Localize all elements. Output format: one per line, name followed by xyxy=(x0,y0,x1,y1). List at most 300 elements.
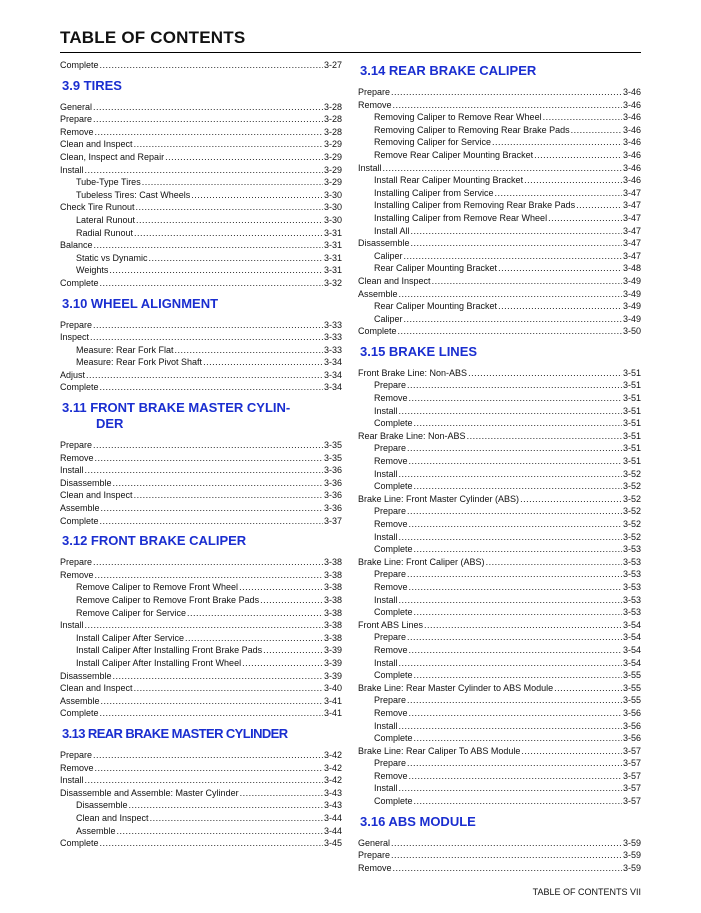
toc-entry-page: 3-31 xyxy=(323,227,342,238)
toc-entry-page: 3-52 xyxy=(622,468,641,479)
toc-entry-label: Prepare xyxy=(374,506,407,517)
toc-entry[interactable] xyxy=(358,392,641,405)
toc-entry-page: 3-38 xyxy=(323,582,342,593)
toc-entry[interactable] xyxy=(358,199,641,212)
toc-entry[interactable] xyxy=(60,113,342,126)
toc-entry-label: Complete xyxy=(374,796,413,807)
toc-entry-label: Prepare xyxy=(358,87,391,97)
toc-entry-label: Clean and Inspect xyxy=(60,683,133,694)
toc-entry-label: Brake Line: Rear Master Cylinder to ABS Module xyxy=(358,682,554,693)
dot-leader xyxy=(407,505,622,518)
toc-entry-label: Remove xyxy=(374,644,408,655)
dot-leader xyxy=(398,325,622,338)
dot-leader xyxy=(409,392,622,405)
dot-leader xyxy=(100,707,323,720)
dot-leader xyxy=(571,124,622,137)
section-heading: 3.9 TIRES xyxy=(62,77,122,93)
dot-leader xyxy=(100,381,323,394)
toc-entry-label: Install xyxy=(374,405,398,416)
toc-entry-label: Brake Line: Front Caliper (ABS) xyxy=(358,556,485,567)
toc-entry[interactable] xyxy=(60,774,342,787)
toc-entry[interactable] xyxy=(358,124,641,137)
toc-entry-page: 3-51 xyxy=(622,380,641,391)
dot-leader xyxy=(391,837,622,850)
toc-entry[interactable] xyxy=(358,732,641,745)
toc-entry[interactable] xyxy=(358,250,641,263)
toc-entry[interactable] xyxy=(358,657,641,670)
toc-entry[interactable] xyxy=(60,799,342,812)
toc-entry[interactable] xyxy=(358,837,641,850)
toc-entry[interactable] xyxy=(358,212,641,225)
toc-entry[interactable] xyxy=(60,707,342,720)
toc-entry-label: Complete xyxy=(374,607,413,618)
toc-entry[interactable] xyxy=(60,356,342,369)
dot-leader xyxy=(95,452,323,465)
toc-entry[interactable] xyxy=(60,825,342,838)
toc-entry-page: 3-31 xyxy=(323,240,342,251)
toc-entry-page: 3-47 xyxy=(622,212,641,223)
toc-entry-page: 3-46 xyxy=(622,124,641,135)
toc-entry-page: 3-51 xyxy=(622,443,641,454)
toc-entry-page: 3-51 xyxy=(622,405,641,416)
dot-leader xyxy=(467,430,622,443)
toc-entry-page: 3-44 xyxy=(323,825,342,836)
toc-entry[interactable] xyxy=(358,505,641,518)
toc-entry-label: Complete xyxy=(374,481,413,492)
toc-entry[interactable] xyxy=(60,344,342,357)
dot-leader xyxy=(113,477,323,490)
toc-entry[interactable] xyxy=(358,99,641,112)
dot-leader xyxy=(100,277,323,290)
toc-entry[interactable] xyxy=(358,682,641,695)
dot-leader xyxy=(524,174,622,187)
toc-entry-page: 3-55 xyxy=(622,695,641,706)
dot-leader xyxy=(411,237,622,250)
dot-leader xyxy=(150,812,323,825)
toc-entry[interactable] xyxy=(358,518,641,531)
toc-entry-page: 3-34 xyxy=(323,357,342,368)
toc-entry[interactable] xyxy=(358,720,641,733)
toc-entry[interactable] xyxy=(60,644,342,657)
toc-entry-label: Remove Caliper for Service xyxy=(76,607,187,618)
dot-leader xyxy=(495,187,622,200)
toc-entry[interactable] xyxy=(358,543,641,556)
dot-leader xyxy=(411,225,622,238)
toc-entry-page: 3-33 xyxy=(323,344,342,355)
toc-entry[interactable] xyxy=(60,214,342,227)
toc-entry-page: 3-52 xyxy=(622,506,641,517)
toc-entry[interactable] xyxy=(60,101,342,114)
toc-entry[interactable] xyxy=(60,189,342,202)
toc-entry[interactable] xyxy=(60,264,342,277)
toc-entry-page: 3-57 xyxy=(622,770,641,781)
toc-entry[interactable] xyxy=(60,239,342,252)
dot-leader xyxy=(407,757,622,770)
section-heading-continued: DER xyxy=(96,416,124,432)
dot-leader xyxy=(409,455,622,468)
toc-entry[interactable] xyxy=(358,136,641,149)
toc-entry-page: 3-41 xyxy=(323,695,342,706)
toc-entry-page: 3-57 xyxy=(622,745,641,756)
dot-leader xyxy=(414,480,622,493)
dot-leader xyxy=(100,837,323,850)
toc-entry[interactable] xyxy=(60,812,342,825)
toc-entry-label: Brake Line: Rear Caliper To ABS Module xyxy=(358,745,521,756)
toc-entry-page: 3-30 xyxy=(323,214,342,225)
dot-leader xyxy=(93,101,323,114)
toc-entry[interactable] xyxy=(358,468,641,481)
toc-entry-page: 3-29 xyxy=(323,151,342,162)
toc-entry[interactable] xyxy=(358,86,641,99)
toc-entry[interactable] xyxy=(60,787,342,800)
toc-entry[interactable] xyxy=(358,275,641,288)
toc-entry-label: General xyxy=(60,101,93,112)
toc-entry-label: Install xyxy=(374,657,398,668)
toc-entry[interactable] xyxy=(358,174,641,187)
dot-leader xyxy=(85,164,323,177)
toc-entry-page: 3-36 xyxy=(323,503,342,514)
dot-leader xyxy=(100,515,323,528)
toc-entry[interactable] xyxy=(358,694,641,707)
toc-entry-label: Installing Caliper from Remove Rear Wheel xyxy=(374,212,548,223)
toc-entry-page: 3-52 xyxy=(622,531,641,542)
toc-entry[interactable] xyxy=(358,795,641,808)
toc-entry[interactable] xyxy=(60,607,342,620)
toc-entry-label: Complete xyxy=(374,418,413,429)
dot-leader xyxy=(404,250,622,263)
toc-entry[interactable] xyxy=(358,300,641,313)
toc-entry-label: Front ABS Lines xyxy=(358,619,424,630)
toc-entry-page: 3-38 xyxy=(323,569,342,580)
toc-entry[interactable] xyxy=(358,581,641,594)
toc-entry-label: Installing Caliper from Removing Rear Brake Pads xyxy=(374,200,576,211)
toc-entry-page: 3-38 xyxy=(323,557,342,568)
toc-entry-page: 3-47 xyxy=(622,250,641,261)
toc-entry-label: Complete xyxy=(374,733,413,744)
toc-entry[interactable] xyxy=(60,556,342,569)
toc-entry[interactable] xyxy=(358,745,641,758)
toc-entry[interactable] xyxy=(60,682,342,695)
toc-entry-page: 3-42 xyxy=(323,775,342,786)
toc-entry-label: Prepare xyxy=(374,443,407,454)
toc-entry[interactable] xyxy=(358,644,641,657)
toc-entry[interactable] xyxy=(60,670,342,683)
toc-entry-page: 3-49 xyxy=(622,313,641,324)
toc-entry-label: Installing Caliper from Service xyxy=(374,187,494,198)
toc-entry[interactable] xyxy=(60,619,342,632)
page-footer: TABLE OF CONTENTS VII xyxy=(532,887,641,897)
toc-entry-label: Complete xyxy=(60,277,99,288)
toc-entry[interactable] xyxy=(358,325,641,338)
dot-leader xyxy=(492,136,622,149)
toc-entry-label: Front Brake Line: Non-ABS xyxy=(358,367,468,378)
toc-entry[interactable] xyxy=(60,657,342,670)
toc-entry-label: Install All xyxy=(374,225,410,236)
toc-entry[interactable] xyxy=(60,59,342,72)
toc-entry[interactable] xyxy=(358,149,641,162)
toc-entry-label: Remove Rear Caliper Mounting Bracket xyxy=(374,149,534,160)
toc-entry[interactable] xyxy=(60,164,342,177)
toc-entry[interactable] xyxy=(358,594,641,607)
toc-entry[interactable] xyxy=(358,669,641,682)
toc-entry-page: 3-46 xyxy=(622,137,641,148)
dot-leader xyxy=(409,644,622,657)
dot-leader xyxy=(93,439,323,452)
dot-leader xyxy=(391,849,622,862)
toc-entry[interactable] xyxy=(60,502,342,515)
toc-entry-page: 3-42 xyxy=(323,762,342,773)
toc-entry[interactable] xyxy=(60,464,342,477)
dot-leader xyxy=(414,606,622,619)
toc-entry[interactable] xyxy=(358,417,641,430)
dot-leader xyxy=(407,568,622,581)
toc-entry-label: Install xyxy=(60,620,84,631)
toc-entry[interactable] xyxy=(60,252,342,265)
dot-leader xyxy=(93,749,323,762)
toc-entry-page: 3-53 xyxy=(622,544,641,555)
dot-leader xyxy=(414,795,622,808)
toc-entry[interactable] xyxy=(60,594,342,607)
toc-entry-page: 3-50 xyxy=(622,326,641,337)
toc-entry[interactable] xyxy=(358,707,641,720)
dot-leader xyxy=(399,782,622,795)
dot-leader xyxy=(486,556,622,569)
toc-entry-label: Remove xyxy=(374,456,408,467)
toc-entry-label: Disassemble xyxy=(76,800,128,811)
section-heading: 3.10 WHEEL ALIGNMENT xyxy=(62,295,219,311)
toc-entry-page: 3-56 xyxy=(622,733,641,744)
toc-entry[interactable] xyxy=(60,331,342,344)
toc-entry-label: Clean and Inspect xyxy=(60,139,133,150)
toc-entry[interactable] xyxy=(358,405,641,418)
toc-entry[interactable] xyxy=(358,631,641,644)
toc-entry-label: Clean, Inspect and Repair xyxy=(60,151,165,162)
toc-entry[interactable] xyxy=(358,237,641,250)
toc-entry-page: 3-46 xyxy=(622,175,641,186)
toc-entry[interactable] xyxy=(358,606,641,619)
toc-entry-label: Weights xyxy=(76,265,109,276)
toc-entry[interactable] xyxy=(60,227,342,240)
dot-leader xyxy=(407,379,622,392)
toc-entry[interactable] xyxy=(358,770,641,783)
dot-leader xyxy=(548,212,622,225)
toc-entry[interactable] xyxy=(358,262,641,275)
toc-entry[interactable] xyxy=(358,430,641,443)
toc-entry-page: 3-57 xyxy=(622,796,641,807)
toc-entry[interactable] xyxy=(60,477,342,490)
dot-leader xyxy=(409,707,622,720)
title-divider xyxy=(60,52,641,53)
toc-entry[interactable] xyxy=(60,695,342,708)
toc-entry[interactable] xyxy=(60,749,342,762)
toc-entry-label: Complete xyxy=(358,326,397,337)
toc-entry[interactable] xyxy=(60,201,342,214)
toc-entry[interactable] xyxy=(60,489,342,502)
toc-entry-label: Remove xyxy=(374,393,408,404)
toc-entry[interactable] xyxy=(358,162,641,175)
toc-entry-page: 3-56 xyxy=(622,720,641,731)
toc-entry-label: Disassemble xyxy=(60,670,112,681)
toc-entry-label: Prepare xyxy=(374,758,407,769)
toc-entry[interactable] xyxy=(60,277,342,290)
toc-entry[interactable] xyxy=(60,837,342,850)
toc-entry-label: Remove xyxy=(358,99,392,110)
toc-entry[interactable] xyxy=(60,138,342,151)
toc-entry[interactable] xyxy=(60,581,342,594)
toc-entry[interactable] xyxy=(358,757,641,770)
toc-entry[interactable] xyxy=(358,568,641,581)
toc-entry[interactable] xyxy=(60,762,342,775)
toc-entry-page: 3-53 xyxy=(622,581,641,592)
dot-leader xyxy=(432,275,622,288)
toc-entry-page: 3-47 xyxy=(622,187,641,198)
toc-entry[interactable] xyxy=(358,619,641,632)
toc-entry-label: Install Caliper After Service xyxy=(76,632,185,643)
toc-entry-label: Lateral Runout xyxy=(76,214,136,225)
toc-entry-page: 3-33 xyxy=(323,332,342,343)
toc-entry[interactable] xyxy=(60,515,342,528)
toc-entry[interactable] xyxy=(358,862,641,875)
toc-entry[interactable] xyxy=(358,225,641,238)
toc-entry[interactable] xyxy=(358,556,641,569)
dot-leader xyxy=(134,138,323,151)
toc-entry-page: 3-36 xyxy=(323,477,342,488)
toc-entry-page: 3-56 xyxy=(622,707,641,718)
toc-entry-label: Remove xyxy=(374,581,408,592)
toc-entry-label: Adjust xyxy=(60,369,86,380)
toc-entry[interactable] xyxy=(60,452,342,465)
toc-entry-page: 3-53 xyxy=(622,569,641,580)
toc-entry-page: 3-46 xyxy=(622,112,641,123)
dot-leader xyxy=(185,632,323,645)
toc-entry-label: General xyxy=(358,837,391,848)
toc-entry-page: 3-46 xyxy=(622,87,641,97)
toc-entry-page: 3-35 xyxy=(323,452,342,463)
toc-entry-page: 3-28 xyxy=(323,114,342,125)
toc-entry-page: 3-43 xyxy=(323,787,342,798)
dot-leader xyxy=(149,252,323,265)
toc-entry-label: Install xyxy=(374,531,398,542)
toc-entry[interactable] xyxy=(358,480,641,493)
dot-leader xyxy=(393,99,622,112)
toc-entry-label: Tubeless Tires: Cast Wheels xyxy=(76,189,191,200)
toc-entry-page: 3-53 xyxy=(622,556,641,567)
toc-entry-page: 3-51 xyxy=(622,456,641,467)
toc-entry-label: Measure: Rear Fork Pivot Shaft xyxy=(76,357,203,368)
toc-entry[interactable] xyxy=(358,493,641,506)
toc-entry-page: 3-42 xyxy=(323,749,342,760)
toc-entry[interactable] xyxy=(358,849,641,862)
toc-entry-label: Clean and Inspect xyxy=(60,490,133,501)
dot-leader xyxy=(260,594,323,607)
toc-entry[interactable] xyxy=(60,369,342,382)
toc-entry-page: 3-39 xyxy=(323,670,342,681)
dot-leader xyxy=(399,594,622,607)
toc-entry-label: Install Caliper After Installing Front Wheel xyxy=(76,657,242,668)
toc-entry-page: 3-57 xyxy=(622,758,641,769)
toc-entry-page: 3-53 xyxy=(622,607,641,618)
toc-entry[interactable] xyxy=(60,151,342,164)
dot-leader xyxy=(203,356,323,369)
toc-entry-label: Balance xyxy=(60,240,93,251)
dot-leader xyxy=(414,417,622,430)
toc-entry[interactable] xyxy=(358,531,641,544)
toc-entry[interactable] xyxy=(358,187,641,200)
toc-entry-page: 3-34 xyxy=(323,369,342,380)
dot-leader xyxy=(399,468,622,481)
toc-entry-page: 3-29 xyxy=(323,177,342,188)
toc-entry-page: 3-38 xyxy=(323,632,342,643)
dot-leader xyxy=(576,199,622,212)
toc-entry-page: 3-28 xyxy=(323,101,342,112)
toc-entry-label: Assemble xyxy=(358,288,398,299)
toc-entry[interactable] xyxy=(358,313,641,326)
toc-entry[interactable] xyxy=(60,439,342,452)
toc-entry-label: Complete xyxy=(60,60,99,70)
toc-entry-label: Prepare xyxy=(60,114,93,125)
dot-leader xyxy=(94,239,323,252)
toc-entry-label: Assemble xyxy=(60,503,100,514)
toc-entry[interactable] xyxy=(60,319,342,332)
toc-entry-label: Disassemble and Assemble: Master Cylinder xyxy=(60,787,239,798)
toc-entry-label: Prepare xyxy=(374,695,407,706)
toc-entry-page: 3-38 xyxy=(323,620,342,631)
toc-entry[interactable] xyxy=(358,288,641,301)
toc-entry[interactable] xyxy=(358,455,641,468)
dot-leader xyxy=(134,489,323,502)
dot-leader xyxy=(407,694,622,707)
dot-leader xyxy=(409,518,622,531)
dot-leader xyxy=(399,531,622,544)
toc-entry-label: Clean and Inspect xyxy=(358,275,431,286)
toc-entry-page: 3-47 xyxy=(622,200,641,211)
dot-leader xyxy=(86,369,323,382)
dot-leader xyxy=(521,745,622,758)
dot-leader xyxy=(142,176,323,189)
toc-entry[interactable] xyxy=(358,111,641,124)
toc-entry[interactable] xyxy=(60,126,342,139)
toc-entry-label: Static vs Dynamic xyxy=(76,252,148,263)
dot-leader xyxy=(165,151,323,164)
toc-entry-label: Remove xyxy=(60,762,94,773)
toc-entry[interactable] xyxy=(358,367,641,380)
toc-entry[interactable] xyxy=(60,569,342,582)
toc-entry-label: Prepare xyxy=(374,569,407,580)
toc-entry[interactable] xyxy=(60,176,342,189)
dot-leader xyxy=(136,214,323,227)
toc-entry-label: Prepare xyxy=(374,632,407,643)
dot-leader xyxy=(134,682,323,695)
dot-leader xyxy=(399,720,622,733)
toc-entry-label: Measure: Rear Fork Flat xyxy=(76,344,174,355)
dot-leader xyxy=(134,227,323,240)
toc-entry-page: 3-38 xyxy=(323,607,342,618)
toc-entry-page: 3-36 xyxy=(323,465,342,476)
toc-entry[interactable] xyxy=(358,442,641,455)
toc-entry-label: Install xyxy=(374,594,398,605)
toc-entry-page: 3-52 xyxy=(622,519,641,529)
toc-entry[interactable] xyxy=(358,379,641,392)
toc-entry[interactable] xyxy=(358,782,641,795)
dot-leader xyxy=(239,581,323,594)
toc-entry-label: Disassemble xyxy=(358,238,410,249)
toc-entry[interactable] xyxy=(60,632,342,645)
toc-entry-label: Prepare xyxy=(60,440,93,451)
toc-entry-page: 3-51 xyxy=(622,393,641,404)
toc-entry-label: Remove xyxy=(374,770,408,781)
section-heading: 3.14 REAR BRAKE CALIPER xyxy=(360,63,537,78)
toc-entry[interactable] xyxy=(60,381,342,394)
